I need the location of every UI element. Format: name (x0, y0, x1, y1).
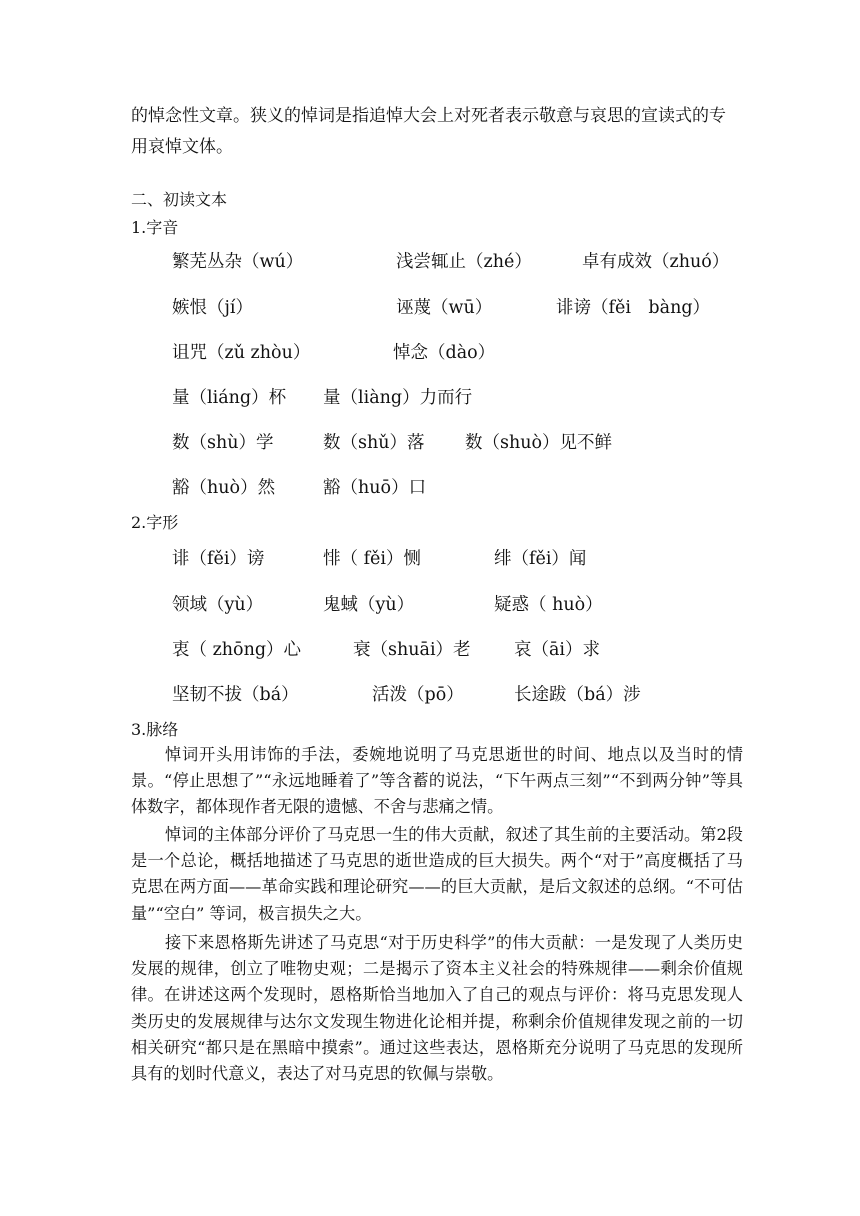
pronunciation-item: 数（shǔ）落 (323, 433, 425, 453)
glyph-item: 活泼（pō） (372, 685, 464, 705)
structure-paragraph: 悼词开头用讳饰的手法，委婉地说明了马克思逝世的时间、地点以及当时的情景。“停止思想了”“永远地睡着了”等含蓄的说法，“下午两点三刻”“不到两分钟”等具体数字，都体现作者无限的遗憾、不舍与悲痛之情。 (131, 745, 743, 817)
pronunciation-item: 诬蔑（wū） (396, 298, 493, 318)
glyph-item: 长途跋（bá）涉 (514, 685, 641, 705)
section-heading-initial-reading: 二、初读文本 (131, 190, 228, 209)
pronunciation-item: 悼念（dào） (393, 343, 496, 363)
pronunciation-item: 豁（huō）口 (323, 478, 427, 498)
glyph-item: 衷（ zhōng）心 (172, 640, 302, 660)
pronunciation-item: 诽谤（fěi bàng） (556, 298, 711, 318)
intro-line-2: 用哀悼文体。 (131, 137, 233, 157)
glyph-item: 诽（fěi）谤 (172, 549, 265, 569)
pronunciation-item: 数（shù）学 (172, 433, 274, 453)
pronunciation-item: 繁芜丛杂（wú） (172, 252, 304, 272)
glyph-item: 悱（ fěi）恻 (323, 549, 421, 569)
structure-paragraph: 悼词的主体部分评价了马克思一生的伟大贡献，叙述了其生前的主要活动。第2段是一个总论，概括地描述了马克思的逝世造成的巨大损失。两个“对于”高度概括了马克思在两方面——革命实践和理论研究——的巨大贡献，是后文叙述的总纲。“不可估量”“空白” 等词，极言损失之大。 (131, 825, 743, 923)
structure-heading: 3.脉络 (131, 720, 179, 739)
structure-paragraph: 接下来恩格斯先讲述了马克思“对于历史科学”的伟大贡献：一是发现了人类历史发展的规律，创立了唯物史观；二是揭示了资本主义社会的特殊规律——剩余价值规律。在讲述这两个发现时，恩格斯恰当地加入了自己的观点与评价：将马克思发现人类历史的发展规律与达尔文发现生物进化论相并提，称剩余价值规律发现之前的一切相关研究“都只是在黑暗中摸索”。通过这些表达，恩格斯充分说明了马克思的发现所具有的划时代意义，表达了对马克思的钦佩与崇敬。 (131, 933, 743, 1084)
pronunciation-item: 浅尝辄止（zhé） (396, 252, 532, 272)
glyphs-heading: 2.字形 (131, 513, 179, 532)
glyph-item: 绯（fěi）闻 (494, 549, 587, 569)
pronunciation-item: 嫉恨（jí） (172, 298, 254, 318)
intro-line-1: 的悼念性文章。狭义的悼词是指追悼大会上对死者表示敬意与哀思的宣读式的专 (131, 106, 726, 126)
glyph-item: 鬼蜮（yù） (323, 595, 415, 615)
pronunciation-item: 诅咒（zǔ zhòu） (172, 343, 311, 363)
pronunciation-item: 量（liáng）杯 (172, 388, 287, 408)
glyph-item: 疑惑（ huò） (494, 595, 603, 615)
pronunciation-item: 卓有成效（zhuó） (582, 252, 730, 272)
pronunciation-item: 数（shuò）见不鲜 (465, 433, 613, 453)
glyph-item: 领域（yù） (172, 595, 264, 615)
pronunciation-item: 豁（huò）然 (172, 478, 276, 498)
glyph-item: 哀（āi）求 (514, 640, 601, 660)
glyph-item: 坚韧不拔（bá） (172, 685, 299, 705)
pronunciation-heading: 1.字音 (131, 218, 179, 237)
pronunciation-item: 量（liàng）力而行 (323, 388, 473, 408)
glyph-item: 衰（shuāi）老 (353, 640, 471, 660)
